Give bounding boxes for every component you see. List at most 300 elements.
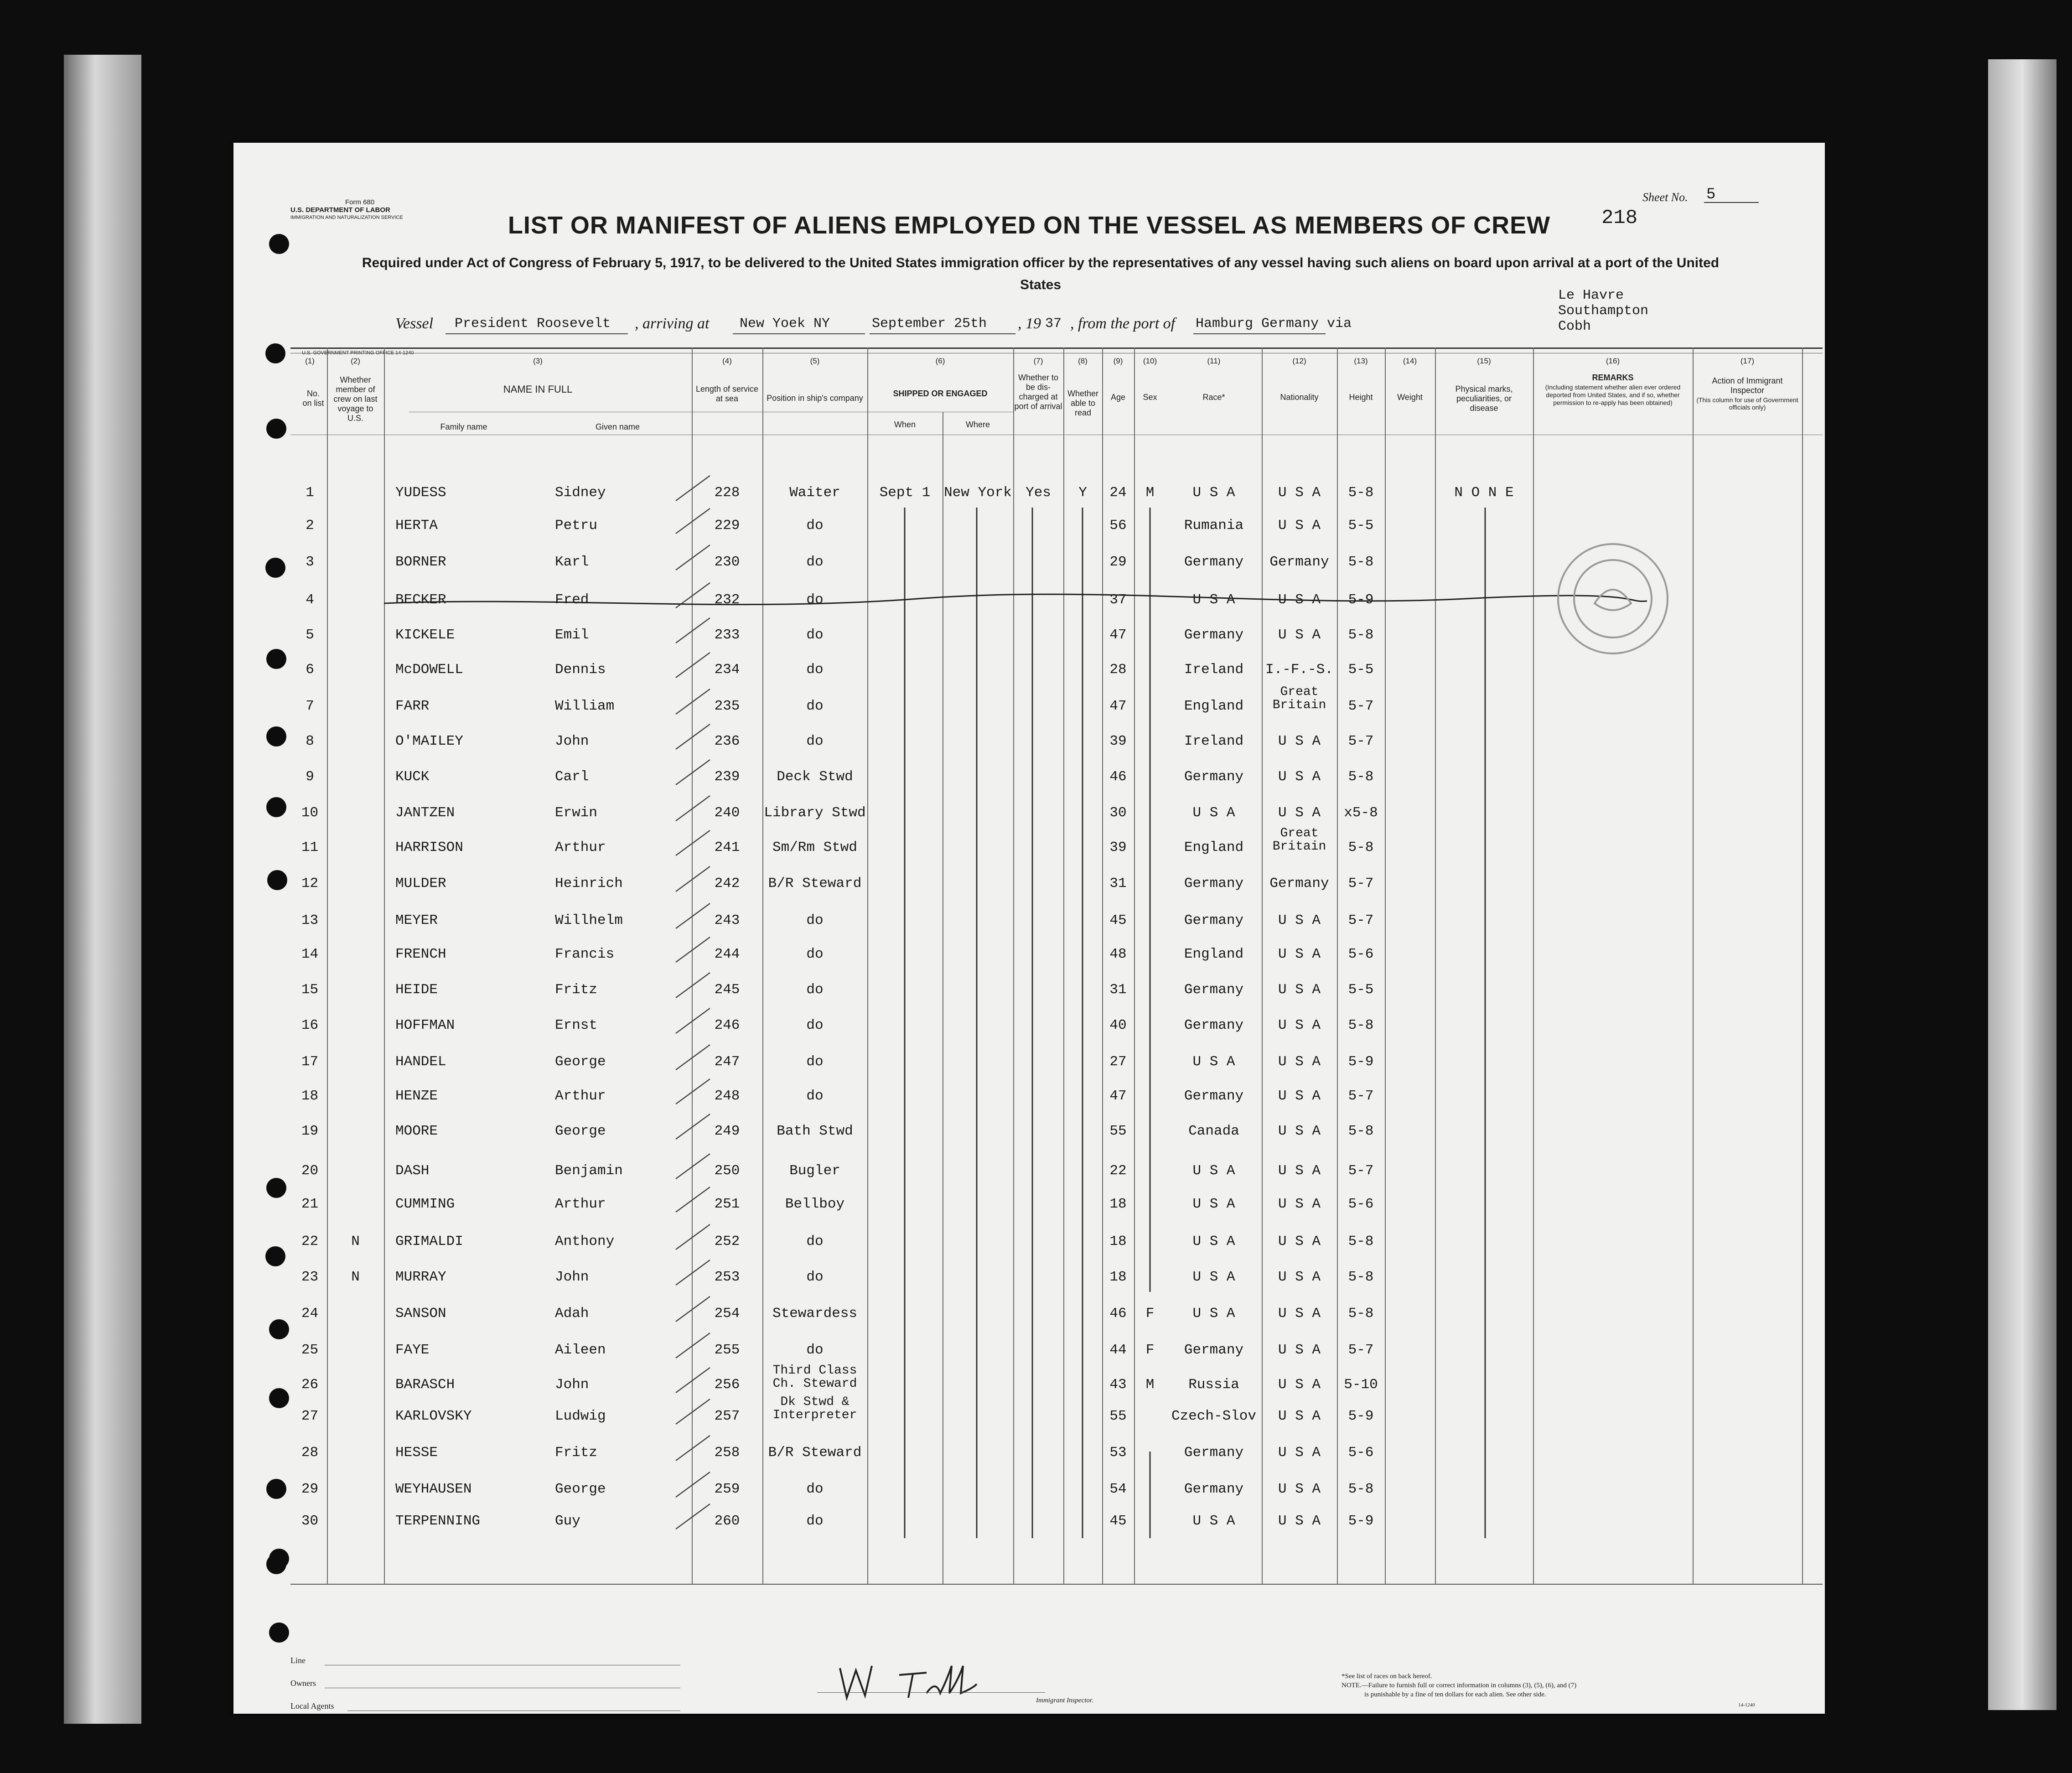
nationality: U S A [1278, 912, 1321, 928]
height: 5-9 [1348, 1408, 1374, 1424]
nationality: U S A [1278, 1306, 1321, 1322]
given-name: Francis [555, 946, 615, 962]
race: U S A [1192, 1306, 1235, 1322]
race: Germany [1184, 554, 1244, 570]
row-number: 22 [301, 1234, 319, 1249]
height: 5-8 [1348, 840, 1374, 855]
position: do [806, 1269, 824, 1285]
age: 47 [1109, 1088, 1127, 1104]
family-name: MEYER [395, 912, 438, 928]
position: do [806, 662, 824, 678]
family-name: TERPENNING [395, 1513, 481, 1529]
age: 55 [1109, 1123, 1127, 1139]
column-number: (17) [1740, 357, 1755, 365]
given-name: Arthur [555, 1088, 606, 1104]
row-number: 3 [306, 554, 314, 570]
column-number: (6) [935, 357, 945, 365]
able-to-read: Y [1078, 485, 1087, 501]
nationality: U S A [1278, 627, 1321, 643]
column-number: (4) [722, 357, 732, 365]
given-name: Emil [555, 627, 589, 643]
footer-note-failure: NOTE.—Failure to furnish full or correct information in columns (3), (5), (6), and (7) [1342, 1682, 1577, 1689]
row-number: 7 [306, 698, 314, 714]
family-name: CUMMING [395, 1196, 455, 1212]
given-name: George [555, 1054, 606, 1070]
length-of-service: 239 [714, 769, 740, 785]
column-rule [327, 347, 328, 1584]
column-number: (12) [1292, 357, 1306, 365]
back-sheet-right [1988, 59, 2056, 1710]
length-of-service: 233 [714, 627, 740, 643]
age: 45 [1109, 1513, 1127, 1529]
race: U S A [1192, 1163, 1235, 1179]
race: U S A [1192, 1234, 1235, 1249]
printing-office: U.S. GOVERNMENT PRINTING OFFICE 14-1240 [302, 350, 414, 356]
row-number: 14 [301, 946, 319, 962]
nationality: U S A [1278, 1017, 1321, 1033]
length-of-service: 252 [714, 1234, 740, 1249]
race: Ireland [1184, 733, 1244, 749]
position: do [806, 1481, 824, 1497]
nationality: Germany [1269, 554, 1329, 570]
age: 39 [1109, 840, 1127, 855]
height: 5-8 [1348, 1017, 1374, 1033]
punch-hole [266, 1479, 286, 1499]
family-name: HEIDE [395, 982, 438, 998]
length-of-service: 250 [714, 1163, 740, 1179]
position: Dk Stwd & Interpreter [772, 1395, 857, 1422]
header-action-detail: (This column for use of Government officials only) [1696, 396, 1798, 411]
position: Bath Stwd [777, 1123, 853, 1139]
position: B/R Steward [768, 1445, 862, 1461]
family-name: MURRAY [395, 1269, 446, 1285]
footer-inspector-rule [817, 1692, 1045, 1693]
arrival-port: New Yoek NY [740, 316, 830, 332]
via-port: Le Havre [1558, 288, 1624, 303]
given-name: Petru [555, 518, 598, 534]
given-name: Sidney [555, 485, 606, 501]
header-length-of-service: Length of service at sea [695, 384, 759, 403]
length-of-service: 236 [714, 733, 740, 749]
punch-hole [269, 1623, 289, 1643]
given-name: Karl [555, 554, 589, 570]
length-of-service: 255 [714, 1342, 740, 1358]
row-number: 6 [306, 662, 314, 678]
family-name: FRENCH [395, 946, 446, 962]
height: 5-8 [1348, 485, 1374, 501]
age: 55 [1109, 1408, 1127, 1424]
sex: M [1145, 485, 1155, 501]
signature-surname [899, 1666, 977, 1698]
family-name: KUCK [395, 769, 430, 785]
row-number: 19 [301, 1123, 319, 1139]
age: 46 [1109, 1306, 1127, 1322]
stamp-inner-ring [1574, 560, 1652, 638]
length-of-service: 242 [714, 876, 740, 892]
table-top-rule [290, 347, 1823, 349]
race: Ireland [1184, 662, 1244, 678]
given-name: Ernst [555, 1017, 598, 1033]
family-name: HERTA [395, 518, 438, 534]
official-stamp [1558, 544, 1668, 653]
nationality: U S A [1278, 1408, 1321, 1424]
header-crew-last-voyage: Whether member of crew on last voyage to U.S. [333, 375, 378, 423]
family-name: FAYE [395, 1342, 430, 1358]
row-number: 12 [301, 876, 319, 892]
header-position: Position in ship's company [767, 394, 863, 403]
race: Germany [1184, 1017, 1244, 1033]
row-number: 2 [306, 518, 314, 534]
length-of-service: 241 [714, 840, 740, 855]
race: Germany [1184, 912, 1244, 928]
position: Bellboy [785, 1196, 845, 1212]
stamp-emblem [1595, 590, 1631, 610]
nationality: U S A [1278, 1196, 1321, 1212]
length-of-service: 244 [714, 946, 740, 962]
family-name: YUDESS [395, 485, 446, 501]
header-name-in-full: NAME IN FULL [503, 384, 573, 395]
race: U S A [1192, 485, 1235, 501]
punch-hole [267, 870, 287, 890]
shipped-where: New York [944, 485, 1012, 501]
family-name: GRIMALDI [395, 1234, 463, 1249]
age: 30 [1109, 805, 1127, 821]
age: 18 [1109, 1234, 1127, 1249]
family-name: FARR [395, 698, 430, 714]
column-number: (3) [533, 357, 543, 365]
nationality: U S A [1278, 1163, 1321, 1179]
row-number: 23 [301, 1269, 319, 1285]
length-of-service: 248 [714, 1088, 740, 1104]
position: Deck Stwd [777, 769, 853, 785]
header-no-on-list: No. on list [302, 389, 324, 408]
column-rule [1134, 347, 1135, 1584]
punch-hole [265, 343, 285, 363]
punch-hole [266, 1178, 286, 1198]
length-of-service: 260 [714, 1513, 740, 1529]
form-number: Form 680 [345, 198, 375, 206]
age: 54 [1109, 1481, 1127, 1497]
race: U S A [1192, 1054, 1235, 1070]
nationality: U S A [1278, 1342, 1321, 1358]
column-number: (16) [1606, 357, 1620, 365]
family-name: HESSE [395, 1445, 438, 1461]
given-name: Arthur [555, 840, 606, 855]
column-number: (2) [351, 357, 360, 365]
row-number: 27 [301, 1408, 319, 1424]
given-name: William [555, 698, 615, 714]
height: 5-7 [1348, 698, 1374, 714]
height: 5-8 [1348, 627, 1374, 643]
given-name: Willhelm [555, 912, 623, 928]
row-number: 21 [301, 1196, 319, 1212]
given-name: John [555, 1377, 589, 1393]
age: 45 [1109, 912, 1127, 928]
nationality: U S A [1278, 1054, 1321, 1070]
discharged: Yes [1026, 485, 1051, 501]
nationality: U S A [1278, 982, 1321, 998]
footer-inspector-label: Immigrant Inspector. [1036, 1697, 1093, 1704]
given-name: Aileen [555, 1342, 606, 1358]
family-name: MOORE [395, 1123, 438, 1139]
length-of-service: 247 [714, 1054, 740, 1070]
column-rule [1802, 347, 1803, 1584]
position: do [806, 946, 824, 962]
header-where: Where [965, 420, 990, 429]
length-of-service: 235 [714, 698, 740, 714]
row-number: 18 [301, 1088, 319, 1104]
column-rule [1013, 347, 1014, 1584]
nationality: U S A [1278, 1123, 1321, 1139]
table-bottom-rule [290, 1584, 1823, 1585]
column-rule [1693, 347, 1694, 1584]
vessel-name: President Roosevelt [455, 316, 611, 332]
column-number: (13) [1354, 357, 1368, 365]
age: 46 [1109, 769, 1127, 785]
length-of-service: 246 [714, 1017, 740, 1033]
column-rule [867, 347, 868, 1584]
footer-line-label: Line [290, 1656, 306, 1665]
length-of-service: 257 [714, 1408, 740, 1424]
year-value: 37 [1045, 316, 1062, 332]
age: 48 [1109, 946, 1127, 962]
punch-hole [265, 558, 285, 578]
family-name: HANDEL [395, 1054, 446, 1070]
position: do [806, 1054, 824, 1070]
given-name: Carl [555, 769, 589, 785]
inspector-signature [840, 1666, 977, 1698]
nationality: U S A [1278, 485, 1321, 501]
column-number: (7) [1033, 357, 1043, 365]
row-number: 1 [306, 485, 314, 501]
age: 53 [1109, 1445, 1127, 1461]
footer-note-fine: is punishable by a fine of ten dollars for each alien. See other side. [1364, 1691, 1546, 1698]
position: Third Class Ch. Steward [772, 1363, 857, 1391]
length-of-service: 234 [714, 662, 740, 678]
position: do [806, 1513, 824, 1529]
row-number: 4 [306, 592, 314, 608]
age: 43 [1109, 1377, 1127, 1393]
position: Library Stwd [764, 805, 866, 821]
height: 5-9 [1348, 1054, 1374, 1070]
given-name: Adah [555, 1306, 589, 1322]
header-discharged: Whether to be dis-charged at port of arrival [1014, 373, 1062, 411]
family-name: HARRISON [395, 840, 463, 855]
race: Germany [1184, 1088, 1244, 1104]
header-family-name: Family name [440, 422, 487, 431]
back-sheet-left [64, 55, 141, 1724]
signature-initial [840, 1666, 872, 1698]
given-name: Fritz [555, 982, 598, 998]
family-name: BORNER [395, 554, 446, 570]
position: do [806, 518, 824, 534]
nationality: U S A [1278, 769, 1321, 785]
column-rule [1385, 347, 1386, 1584]
position: do [806, 554, 824, 570]
family-name: KARLOVSKY [395, 1408, 472, 1424]
race: U S A [1192, 1513, 1235, 1529]
family-name: DASH [395, 1163, 430, 1179]
position: do [806, 912, 824, 928]
position: do [806, 1342, 824, 1358]
sheet-number: 5 [1706, 186, 1716, 203]
nationality: Germany [1269, 876, 1329, 892]
via-port: Southampton [1558, 303, 1649, 319]
length-of-service: 256 [714, 1377, 740, 1393]
column-rule [1063, 347, 1064, 1584]
row-number: 9 [306, 769, 314, 785]
height: 5-9 [1348, 592, 1374, 608]
nationality: U S A [1278, 1445, 1321, 1461]
family-name: HENZE [395, 1088, 438, 1104]
row-number: 13 [301, 912, 319, 928]
height: 5-8 [1348, 1123, 1374, 1139]
nationality: U S A [1278, 1513, 1321, 1529]
height: 5-6 [1348, 946, 1374, 962]
nationality: Great Britain [1272, 826, 1326, 854]
given-name: Erwin [555, 805, 598, 821]
age: 27 [1109, 1054, 1127, 1070]
age: 18 [1109, 1269, 1127, 1285]
family-name: HOFFMAN [395, 1017, 455, 1033]
sex: F [1145, 1342, 1155, 1358]
column-rule [384, 347, 385, 1584]
nationality: U S A [1278, 592, 1321, 608]
via-ports [1558, 288, 1648, 334]
family-name: McDOWELL [395, 662, 463, 678]
height: 5-7 [1348, 876, 1374, 892]
height: 5-10 [1344, 1377, 1378, 1393]
nationality: I.-F.-S. [1265, 662, 1333, 678]
height: 5-7 [1348, 1342, 1374, 1358]
crew-last-voyage: N [351, 1269, 360, 1285]
length-of-service: 228 [714, 485, 740, 501]
stamp-outer-ring [1558, 544, 1668, 653]
sheet-label: Sheet No. [1642, 191, 1688, 204]
column-number: (9) [1113, 357, 1123, 365]
header-when: When [894, 420, 916, 429]
age: 47 [1109, 627, 1127, 643]
race: England [1184, 946, 1244, 962]
physical-marks: N O N E [1454, 485, 1514, 501]
height: 5-6 [1348, 1445, 1374, 1461]
race: U S A [1192, 592, 1235, 608]
given-name: Heinrich [555, 876, 623, 892]
nationality: U S A [1278, 1481, 1321, 1497]
header-remarks: REMARKS [1592, 373, 1634, 382]
header-action: Action of Immigrant Inspector [1712, 376, 1783, 395]
given-name: Ludwig [555, 1408, 606, 1424]
port-underline [1193, 333, 1326, 334]
age: 24 [1109, 485, 1127, 501]
column-number: (8) [1078, 357, 1088, 365]
nationality: U S A [1278, 1234, 1321, 1249]
row-number: 30 [301, 1513, 319, 1529]
race: Germany [1184, 1481, 1244, 1497]
row-number: 25 [301, 1342, 319, 1358]
height: 5-9 [1348, 1513, 1374, 1529]
page-title: LIST OR MANIFEST OF ALIENS EMPLOYED ON THE VESSEL AS MEMBERS OF CREW [508, 212, 1551, 239]
row-number: 26 [301, 1377, 319, 1393]
header-given-name: Given name [595, 422, 640, 431]
length-of-service: 251 [714, 1196, 740, 1212]
family-name: JANTZEN [395, 805, 455, 821]
position: Stewardess [772, 1306, 858, 1322]
family-name: BECKER [395, 592, 446, 608]
position: do [806, 733, 824, 749]
arrival-date: September 25th [872, 316, 987, 332]
race: Czech-Slov [1171, 1408, 1257, 1424]
nationality: U S A [1278, 1088, 1321, 1104]
height: 5-6 [1348, 1196, 1374, 1212]
page-subtitle: Required under Act of Congress of February 5, 1917, to be delivered to the United States immigration officer by the representatives of any vessel having such aliens on board upon arrival at a port of the United States [362, 255, 1720, 292]
punch-hole [269, 1319, 289, 1339]
height: 5-5 [1348, 982, 1374, 998]
sheet-underline [1704, 202, 1759, 203]
position: do [806, 982, 824, 998]
age: 31 [1109, 876, 1127, 892]
height: 5-5 [1348, 662, 1374, 678]
race: Germany [1184, 982, 1244, 998]
family-name: SANSON [395, 1306, 446, 1322]
shipped-when: Sept 1 [879, 485, 931, 501]
length-of-service: 254 [714, 1306, 740, 1322]
height: 5-7 [1348, 1088, 1374, 1104]
crew-last-voyage: N [351, 1234, 360, 1249]
height: 5-8 [1348, 1481, 1374, 1497]
age: 44 [1109, 1342, 1127, 1358]
race: England [1184, 698, 1244, 714]
height: 5-8 [1348, 1269, 1374, 1285]
race: England [1184, 840, 1244, 855]
from-label: , from the port of [1070, 315, 1176, 332]
position: do [806, 627, 824, 643]
position: do [806, 1017, 824, 1033]
row-number: 15 [301, 982, 319, 998]
length-of-service: 230 [714, 554, 740, 570]
height: 5-7 [1348, 733, 1374, 749]
nationality: U S A [1278, 805, 1321, 821]
length-of-service: 259 [714, 1481, 740, 1497]
age: 29 [1109, 554, 1127, 570]
footer-form-code: 14-1240 [1738, 1702, 1755, 1708]
height: x5-8 [1344, 805, 1378, 821]
race: U S A [1192, 805, 1235, 821]
position: Sm/Rm Stwd [772, 840, 858, 855]
family-name: WEYHAUSEN [395, 1481, 472, 1497]
family-name: KICKELE [395, 627, 455, 643]
footer-agents-label: Local Agents [290, 1701, 334, 1711]
column-number: (10) [1143, 357, 1157, 365]
header-race: Race* [1202, 393, 1225, 402]
row-number: 29 [301, 1481, 319, 1497]
family-name: O'MAILEY [395, 733, 463, 749]
column-rule [1435, 347, 1436, 1584]
row-number: 20 [301, 1163, 319, 1179]
nationality: U S A [1278, 518, 1321, 534]
age: 56 [1109, 518, 1127, 534]
length-of-service: 249 [714, 1123, 740, 1139]
position: do [806, 698, 824, 714]
row-number: 10 [301, 805, 319, 821]
race: U S A [1192, 1269, 1235, 1285]
department-name: U.S. DEPARTMENT OF LABOR [290, 206, 390, 214]
row-number: 17 [301, 1054, 319, 1070]
race: Rumania [1184, 518, 1244, 534]
given-name: Fritz [555, 1445, 598, 1461]
length-of-service: 245 [714, 982, 740, 998]
age: 18 [1109, 1196, 1127, 1212]
